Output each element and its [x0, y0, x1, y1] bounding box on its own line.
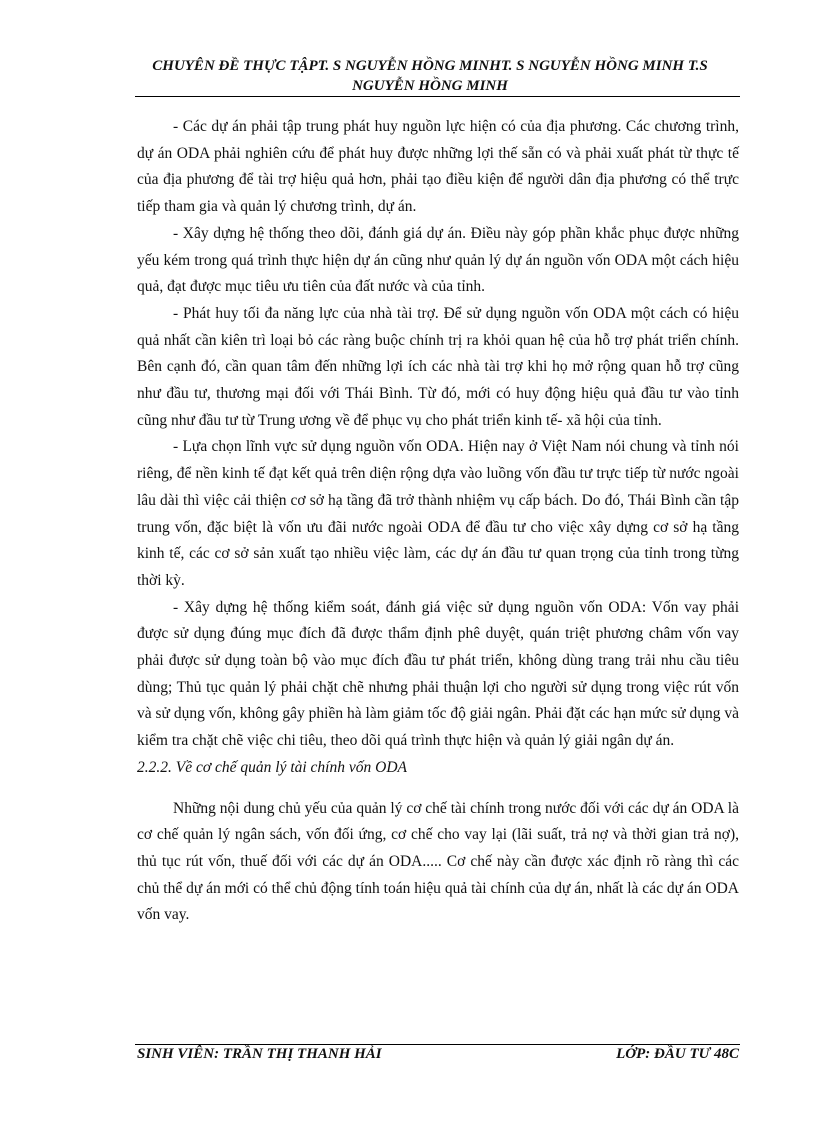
- section-paragraph: Những nội dung chủ yếu của quản lý cơ chế tài chính trong nước đối với các dự án ODA là cơ chế quản lý ngân sách, vốn đối ứng, cơ chế cho vay lại (lãi suất, trả nợ và thời gian trả nợ), thủ tục rút vốn, thuế đối với các dự án ODA..... Cơ chế này cần được xác định rõ ràng thì các chủ thể dự án mới có thể chủ động tính toán hiệu quả tài chính của dự án, nhất là các dự án ODA vốn vay.: [137, 799, 739, 924]
- paragraph: - Các dự án phải tập trung phát huy nguồn lực hiện có của địa phương. Các chương trình, dự án ODA phải nghiên cứu để phát huy được những lợi thế sẵn có và phải xuất phát từ thực tế của địa phương để tài trợ hiệu quả hơn, phải tạo điều kiện để người dân địa phương có thể trực tiếp tham gia và quản lý chương trình, dự án.: [137, 118, 739, 216]
- header-divider: [135, 96, 740, 97]
- paragraph: - Xây dựng hệ thống theo dõi, đánh giá dự án. Điều này góp phần khắc phục được những yếu kém trong quá trình thực hiện dự án cũng như quản lý dự án nguồn vốn ODA một cách hiệu quả, đạt được mục tiêu ưu tiên của đất nước và của tỉnh.: [137, 224, 739, 296]
- footer-student-name: SINH VIÊN: TRẦN THỊ THANH HẢI: [137, 1046, 382, 1062]
- page-header-title: CHUYÊN ĐỀ THỰC TẬPT. S NGUYỄN HỒNG MINHT. S NGUYỄN HỒNG MINH T.S NGUYỄN HỒNG MINH: [152, 58, 708, 94]
- footer-divider: [135, 1044, 740, 1045]
- page-footer: [137, 1046, 739, 1063]
- paragraph: - Lựa chọn lĩnh vực sử dụng nguồn vốn ODA. Hiện nay ở Việt Nam nói chung và tỉnh nói riêng, để nền kinh tế đạt kết quả trên diện rộng dựa vào luồng vốn đầu tư trực tiếp từ nước ngoài lâu dài thì việc cải thiện cơ sở hạ tầng đã trở thành nhiệm vụ cấp bách. Do đó, Thái Bình cần tập trung vốn, đặc biệt là vốn ưu đãi nước ngoài ODA để đầu tư cho việc xây dựng cơ sở hạ tầng kinh tế, các cơ sở sản xuất tạo nhiều việc làm, các dự án đầu tư quan trọng của tỉnh trong từng thời kỳ.: [137, 438, 739, 589]
- paragraph: - Xây dựng hệ thống kiểm soát, đánh giá việc sử dụng nguồn vốn ODA: Vốn vay phải được sử dụng đúng mục đích đã được thẩm định phê duyệt, quán triệt phương châm vốn vay phải được sử dụng toàn bộ vào mục đích đầu tư phát triển, không dùng trang trải nhu cầu tiêu dùng; Thủ tục quản lý phải chặt chẽ nhưng phải thuận lợi cho người sử dụng trong việc rút vốn và sử dụng vốn, không gây phiền hà làm giảm tốc độ giải ngân. Phải đặt các hạn mức sử dụng và kiểm tra chặt chẽ việc chi tiêu, theo dõi quá trình thực hiện và quản lý giải ngân dự án.: [137, 598, 739, 750]
- section-heading: 2.2.2. Về cơ chế quản lý tài chính vốn ODA: [137, 758, 407, 776]
- paragraph: - Phát huy tối đa năng lực của nhà tài trợ. Để sử dụng nguồn vốn ODA một cách có hiệu quả nhất cần kiên trì loại bỏ các ràng buộc chính trị ra khỏi quan hệ của hỗ trợ phát triển chính. Bên cạnh đó, cần quan tâm đến những lợi ích các nhà tài trợ khi họ mở rộng quan hỗ trợ cũng như đầu tư, thương mại đối với Thái Bình. Từ đó, mới có huy động hiệu quả đầu tư vào tỉnh cũng như đầu tư từ Trung ương về để phục vụ cho phát triển kinh tế- xã hội của tỉnh.: [137, 304, 739, 429]
- footer-class: LỚP: ĐẦU TƯ 48C: [616, 1046, 739, 1062]
- document-body: [137, 114, 739, 929]
